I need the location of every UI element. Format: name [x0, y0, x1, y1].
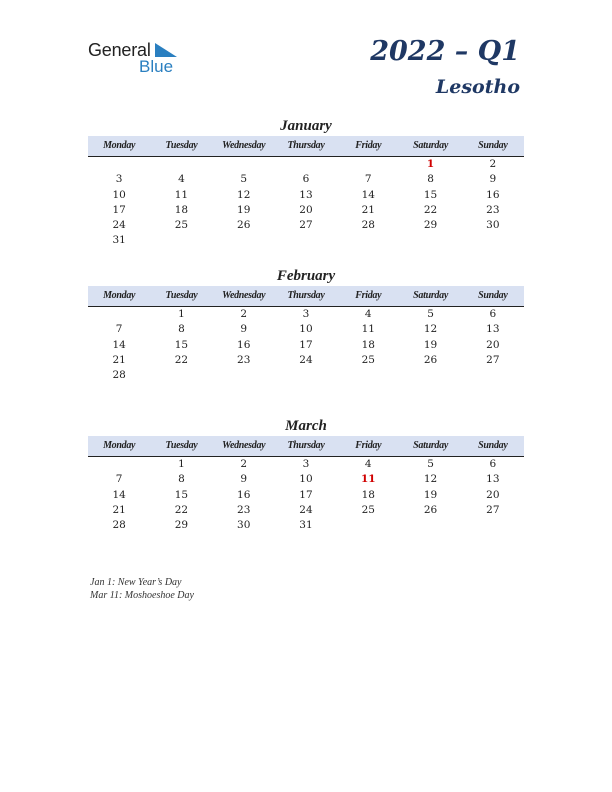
week-row — [88, 157, 524, 172]
month-march — [88, 416, 524, 533]
day-cell: 3 — [115, 173, 123, 186]
weekday-label: Saturday — [413, 290, 448, 301]
day-cell: 17 — [299, 488, 313, 501]
day-cell: 1 — [178, 458, 185, 470]
empty-day-cell — [150, 157, 212, 172]
weekday-label: Tuesday — [165, 440, 198, 451]
country-subtitle: Lesotho — [435, 76, 520, 98]
day-cell: 12 — [237, 188, 251, 201]
empty-day-cell — [337, 157, 399, 172]
day-cell: 18 — [174, 203, 189, 216]
day-cell: 7 — [115, 323, 123, 336]
weekday-label: Friday — [355, 140, 382, 151]
day-cell: 25 — [361, 503, 375, 516]
day-cell: 14 — [361, 188, 375, 201]
day-cell: 29 — [174, 519, 189, 532]
day-cell: 23 — [237, 503, 251, 516]
month-grid — [88, 157, 524, 249]
day-cell: 27 — [299, 219, 313, 232]
day-cell: 26 — [423, 353, 438, 366]
day-cell: 10 — [299, 473, 313, 486]
day-cell: 28 — [361, 219, 375, 232]
day-cell: 21 — [112, 503, 126, 516]
day-cell: 3 — [302, 308, 310, 320]
logo-word-general: General — [88, 40, 151, 60]
week-row — [88, 307, 524, 322]
day-cell: 21 — [112, 353, 126, 366]
day-cell: 5 — [427, 308, 434, 320]
day-cell: 27 — [486, 503, 500, 516]
week-row — [88, 322, 524, 337]
day-cell: 13 — [299, 188, 313, 201]
weekday-label: Thursday — [287, 140, 325, 151]
empty-day-cell — [213, 233, 275, 248]
holiday-note: Jan 1: New Year’s Day — [90, 577, 182, 588]
weekday-label: Sunday — [478, 140, 508, 151]
day-cell: 10 — [112, 188, 126, 201]
day-cell: 6 — [489, 308, 497, 320]
day-cell: 23 — [486, 203, 500, 216]
day-cell: 4 — [364, 308, 372, 320]
day-cell: 21 — [361, 203, 375, 216]
day-cell: 28 — [112, 369, 126, 382]
weekday-label: Saturday — [413, 140, 448, 151]
day-cell: 7 — [115, 473, 123, 486]
weekday-label: Wednesday — [222, 440, 266, 451]
day-cell: 2 — [240, 458, 248, 470]
day-cell: 17 — [112, 203, 126, 216]
day-cell: 24 — [112, 219, 126, 232]
empty-day-cell — [88, 457, 150, 472]
day-cell: 15 — [174, 338, 189, 351]
day-cell: 20 — [486, 338, 500, 351]
day-cell: 11 — [174, 188, 189, 201]
weekday-label: Wednesday — [222, 140, 266, 151]
day-cell: 26 — [237, 219, 251, 232]
day-cell: 29 — [423, 219, 438, 232]
day-cell: 26 — [423, 503, 438, 516]
day-cell: 16 — [237, 338, 251, 351]
day-cell: 16 — [486, 188, 500, 201]
day-cell: 15 — [423, 188, 438, 201]
day-cell: 17 — [299, 338, 313, 351]
logo-word-blue: Blue — [139, 57, 174, 76]
day-cell: 8 — [178, 323, 185, 336]
weekday-label: Thursday — [287, 440, 325, 451]
day-cell: 19 — [237, 203, 251, 216]
day-cell: 22 — [174, 353, 189, 366]
empty-day-cell — [399, 233, 461, 248]
page-title: 2022 – Q1 — [370, 36, 520, 67]
empty-day-cell — [275, 157, 337, 172]
empty-day-cell — [462, 518, 524, 533]
empty-day-cell — [88, 307, 150, 322]
day-cell: 19 — [423, 488, 438, 501]
day-cell: 13 — [486, 473, 500, 486]
empty-day-cell — [337, 518, 399, 533]
week-row — [88, 472, 524, 487]
weekday-header — [88, 436, 524, 457]
empty-day-cell — [399, 368, 461, 383]
day-cell: 22 — [174, 503, 189, 516]
day-cell: 24 — [299, 503, 313, 516]
weekday-label: Sunday — [478, 290, 508, 301]
weekday-label: Friday — [355, 440, 382, 451]
day-cell: 16 — [237, 488, 251, 501]
day-cell: 12 — [423, 323, 438, 336]
weekday-label: Monday — [103, 440, 136, 451]
week-row — [88, 503, 524, 518]
holiday-note: Mar 11: Moshoeshoe Day — [90, 590, 194, 601]
day-cell: 20 — [486, 488, 500, 501]
day-cell: 20 — [299, 203, 313, 216]
day-cell: 31 — [112, 234, 126, 247]
day-cell: 19 — [423, 338, 438, 351]
weekday-label: Sunday — [478, 440, 508, 451]
generalblue-logo — [88, 40, 188, 80]
month-january — [88, 116, 524, 249]
day-cell: 25 — [361, 353, 375, 366]
weekday-label: Monday — [103, 140, 136, 151]
day-cell: 14 — [112, 488, 126, 501]
day-cell: 24 — [299, 353, 313, 366]
day-cell: 22 — [423, 203, 438, 216]
empty-day-cell — [213, 157, 275, 172]
day-cell: 5 — [427, 458, 434, 470]
day-cell: 15 — [174, 488, 189, 501]
empty-day-cell — [88, 157, 150, 172]
day-cell: 11 — [360, 473, 376, 486]
day-cell: 2 — [240, 308, 248, 320]
day-cell: 4 — [178, 173, 185, 186]
month-name: March — [285, 418, 327, 434]
weekday-label: Monday — [103, 290, 136, 301]
month-name: January — [280, 118, 332, 134]
weekday-label: Saturday — [413, 440, 448, 451]
empty-day-cell — [337, 233, 399, 248]
empty-day-cell — [275, 233, 337, 248]
week-row — [88, 338, 524, 353]
week-row — [88, 353, 524, 368]
week-row — [88, 518, 524, 533]
empty-day-cell — [150, 233, 212, 248]
week-row — [88, 218, 524, 233]
day-cell: 6 — [489, 458, 497, 470]
day-cell: 10 — [299, 323, 313, 336]
week-row — [88, 457, 524, 472]
day-cell: 8 — [178, 473, 185, 486]
day-cell: 8 — [427, 173, 434, 186]
day-cell: 12 — [423, 473, 438, 486]
empty-day-cell — [399, 518, 461, 533]
month-grid — [88, 307, 524, 383]
empty-day-cell — [150, 368, 212, 383]
day-cell: 5 — [240, 173, 248, 186]
day-cell: 9 — [489, 173, 497, 186]
day-cell: 1 — [178, 308, 185, 320]
week-row — [88, 488, 524, 503]
day-cell: 30 — [237, 519, 251, 532]
day-cell: 4 — [364, 458, 372, 470]
empty-day-cell — [337, 368, 399, 383]
weekday-label: Tuesday — [165, 140, 198, 151]
day-cell: 25 — [174, 219, 189, 232]
week-row — [88, 368, 524, 383]
weekday-header — [88, 286, 524, 307]
empty-day-cell — [275, 368, 337, 383]
weekday-label: Friday — [355, 290, 382, 301]
weekday-label: Wednesday — [222, 290, 266, 301]
day-cell: 11 — [361, 323, 375, 336]
day-cell: 2 — [489, 158, 497, 170]
weekday-label: Thursday — [287, 290, 325, 301]
month-grid — [88, 457, 524, 533]
weekday-label: Tuesday — [165, 290, 198, 301]
empty-day-cell — [462, 233, 524, 248]
week-row — [88, 203, 524, 218]
holiday-notes — [90, 576, 194, 602]
day-cell: 27 — [486, 353, 500, 366]
day-cell: 31 — [299, 519, 313, 532]
day-cell: 6 — [302, 173, 310, 186]
day-cell: 1 — [426, 158, 435, 170]
day-cell: 18 — [361, 338, 375, 351]
weekday-header — [88, 136, 524, 157]
day-cell: 18 — [361, 488, 375, 501]
day-cell: 14 — [112, 338, 126, 351]
day-cell: 13 — [486, 323, 500, 336]
month-february — [88, 266, 524, 383]
empty-day-cell — [462, 368, 524, 383]
day-cell: 3 — [302, 458, 310, 470]
day-cell: 7 — [364, 173, 372, 186]
day-cell: 9 — [240, 323, 248, 336]
day-cell: 9 — [240, 473, 248, 486]
week-row — [88, 188, 524, 203]
empty-day-cell — [213, 368, 275, 383]
week-row — [88, 172, 524, 187]
day-cell: 30 — [486, 219, 500, 232]
week-row — [88, 233, 524, 248]
day-cell: 23 — [237, 353, 251, 366]
month-name: February — [276, 268, 336, 284]
day-cell: 28 — [112, 519, 126, 532]
